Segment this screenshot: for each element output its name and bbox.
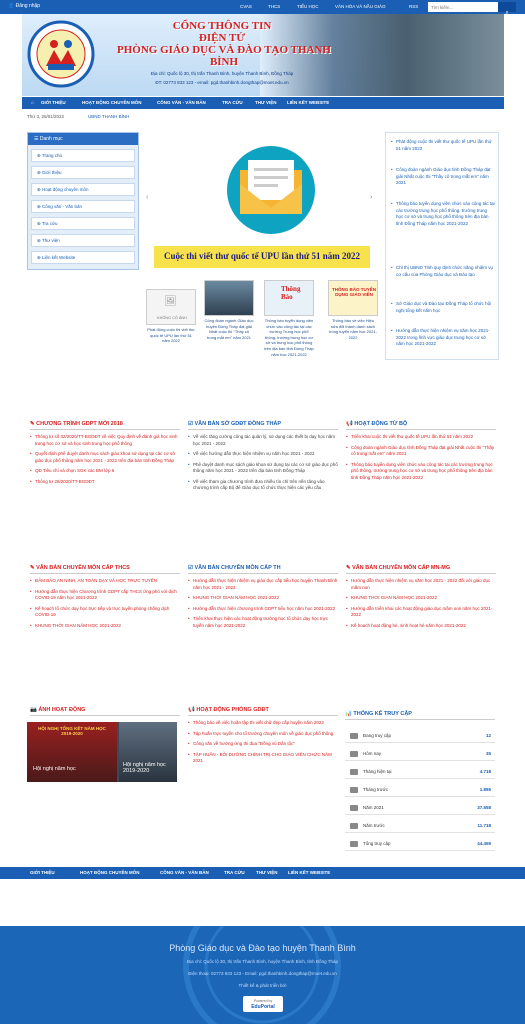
- footer-contact: Điện thoại: 02773 833 123 - Email: pgd.thanhbinh.dongthap@moet.edu.vn: [188, 971, 337, 976]
- sidebar-title-label: Danh mục: [39, 136, 63, 142]
- sidebar-item-label: Thư viện: [41, 238, 60, 243]
- users-icon: [350, 769, 358, 775]
- users-icon: [350, 823, 358, 829]
- stats-label: Tháng hiện tại: [363, 769, 392, 774]
- section-vb-mnmg: [346, 565, 496, 629]
- nav-item-gioithieu[interactable]: GIỚI THIỆU: [41, 100, 66, 105]
- megaphone-icon: 📢: [188, 707, 195, 713]
- date-row: [22, 111, 504, 121]
- sidebar-item-label: Hoạt động chuyên môn: [42, 187, 89, 192]
- stats-label: Tháng trước: [363, 787, 388, 792]
- no-image-placeholder: [146, 289, 196, 325]
- list-item[interactable]: • Hướng dẫn thực hiện Chương trình GDPT cấp THCS ứng phó với dịch COVID-19 năm học 2021-2022: [30, 589, 180, 602]
- footer-nav-gioithieu[interactable]: GIỚI THIỆU: [30, 870, 55, 875]
- stats-value: 4.718: [479, 769, 491, 774]
- list-item[interactable]: • Hướng dẫn thực hiện nhiệm vụ năm học 2021-2022 trong lĩnh vực giáo dục trung học cơ sở năm học 2021-2022: [391, 328, 495, 348]
- category-sidebar: [27, 132, 139, 270]
- stats-row: [345, 801, 495, 815]
- current-date: Thứ 3, 25/01/2022: [27, 114, 65, 119]
- section-hd-pgd: [188, 707, 338, 765]
- section-title: [30, 707, 180, 716]
- list-item[interactable]: • Hướng dẫn thực hiện chương trình GDPT tiểu học năm học 2021-2022: [188, 606, 338, 613]
- news-photo: [264, 280, 314, 316]
- footer-org-name: Phòng Giáo dục và Đào tạo huyện Thanh Bình: [169, 943, 356, 953]
- latest-news-panel: [385, 132, 499, 360]
- stats-label: Năm 2021: [363, 805, 384, 810]
- eduportal-badge[interactable]: [243, 996, 283, 1012]
- list-item[interactable]: • ĐẢM BẢO AN NINH, AN TOÀN DẠY VÀ HỌC TRỰC TUYẾN: [30, 578, 180, 585]
- footer-nav-thuvien[interactable]: THƯ VIỆN: [256, 870, 278, 875]
- news-thumb[interactable]: [204, 280, 254, 340]
- list-item[interactable]: • Thông báo tuyển dụng viên chức vào công tác tại các trường trung học phổ thông, trường trung học cơ sở và trung học phổ thông trên địa bàn tỉnh Đồng Tháp năm học 2021-2022: [346, 462, 496, 482]
- list-item[interactable]: • QĐ Tiêu chí và chọn SGK các BM lớp 6: [30, 468, 180, 475]
- users-icon: [350, 733, 358, 739]
- section-photos: [30, 707, 180, 716]
- users-icon: [350, 805, 358, 811]
- stats-value: 37.558: [477, 805, 491, 810]
- list-item[interactable]: • Triển khai thực hiện các hoạt động trường học tổ chức dạy học trực tuyến năm học 2021-2022: [188, 616, 338, 629]
- gallery-photo[interactable]: [119, 722, 177, 782]
- stats-row: [345, 837, 495, 851]
- powered-label: Powered by: [253, 999, 273, 1003]
- header-title-portal: CỔNG THÔNG TIN ĐIỆN TỬ: [172, 20, 272, 44]
- list-item[interactable]: • Chỉ thị UBND Tỉnh quy định chức năng nhiệm vụ cơ cấu của Phòng Giáo dục và Đào tạo: [391, 265, 495, 278]
- section-title-label: VĂN BẢN CHUYÊN MÔN CẤP TH: [194, 565, 281, 571]
- nav-item-tracuu[interactable]: TRA CỨU: [222, 100, 243, 105]
- sidebar-item-label: Giới thiệu: [42, 170, 62, 175]
- section-title: [188, 421, 338, 430]
- list-item[interactable]: • Công đoàn ngành Giáo dục tỉnh Đồng Tháp đạt giải Nhất cuộc thi "Thầy cô trong mắt em" năm 2021: [391, 167, 495, 187]
- list-item[interactable]: • Thông báo về việc hoãn tập thi viết chữ đẹp cấp huyện năm 2022: [188, 720, 338, 727]
- list-item[interactable]: • Thông tư số 32/2020/TT-BGDĐT về việc Quy định về đánh giá học sinh trung học cơ sở và học sinh trung học phổ thông: [30, 434, 180, 447]
- camera-icon: 📷: [30, 707, 37, 713]
- section-gdpt-2018: [30, 421, 180, 485]
- stats-value: 1.895: [479, 787, 491, 792]
- thumb-label: THÔNG BÁO TUYỂN DỤNG GIÁO VIÊN: [331, 287, 376, 297]
- home-icon[interactable]: ⌂: [31, 100, 34, 105]
- stats-value: 44.459: [477, 841, 491, 846]
- search-icon: ⌕: [505, 10, 509, 16]
- stats-label: Hôm nay: [363, 751, 382, 756]
- section-hd-bo: [346, 421, 496, 481]
- list-item[interactable]: • Hướng dẫn thực hiện nhiệm vụ giáo dục cấp tiểu học huyện Thanh Bình năm học 2021 - 2022: [188, 578, 338, 591]
- footer-nav-hoatdong[interactable]: HOẠT ĐỘNG CHUYÊN MÔN: [80, 870, 140, 875]
- chevron-left-icon[interactable]: ‹: [146, 194, 149, 201]
- list-item[interactable]: • KHUNG THỜI GIAN NĂM HỌC 2021-2022: [30, 623, 180, 630]
- sidebar-item-documents[interactable]: ⊕ Công văn - Văn bản: [31, 200, 135, 213]
- photo-caption: Hội nghị năm học: [33, 766, 76, 772]
- site-header: [22, 14, 504, 96]
- section-title: [188, 707, 338, 716]
- top-link-rss[interactable]: RSS: [409, 4, 419, 9]
- site-footer: [0, 926, 525, 1024]
- top-bar: [0, 0, 525, 14]
- list-item[interactable]: • KHUNG THỜI GIAN NĂM HỌC 2021-2022: [188, 595, 338, 602]
- list-item[interactable]: • Hướng dẫn triển khai các hoạt động giáo dục mầm non năm học 2021-2022: [346, 606, 496, 619]
- list-item[interactable]: • Triển khai cuộc thi viết thư quốc tế UPU lần thứ 51 năm 2022: [346, 434, 496, 441]
- search-button[interactable]: [498, 2, 516, 16]
- section-title-label: CHƯƠNG TRÌNH GDPT MỚI 2018: [36, 421, 123, 427]
- top-link-cvas[interactable]: CVAS: [240, 4, 252, 9]
- list-item[interactable]: • Thông tư 26/2020/TT-BGDĐT: [30, 479, 180, 486]
- no-image-label: KHÔNG CÓ ẢNH: [157, 316, 187, 320]
- thumb-caption: Phát động cuộc thi viết thư quốc tế UPU lần thứ 51 năm 2022: [147, 327, 195, 344]
- list-item[interactable]: • KHUNG THỜI GIAN NĂM HỌC 2021-2022: [346, 595, 496, 602]
- sidebar-item-links[interactable]: ⊕ Liên kết Website: [31, 251, 135, 264]
- section-title-label: VĂN BẢN SỞ GDĐT ĐỒNG THÁP: [194, 421, 282, 427]
- news-slider[interactable]: [146, 132, 378, 284]
- nav-item-hoatdong[interactable]: HOẠT ĐỘNG CHUYÊN MÔN: [82, 100, 142, 105]
- section-title: [30, 565, 180, 574]
- news-photo: [204, 280, 254, 316]
- top-link-mamnon[interactable]: VĂN HÓA VÀ NẦU GIÁO: [335, 4, 386, 9]
- list-item[interactable]: • TẬP HUẤN - BỒI DƯỠNG CHÍNH TRỊ CHO GIÁO VIÊN CHỨC NĂM 2021: [188, 752, 338, 765]
- login-link[interactable]: 👤 Đăng nhập: [8, 3, 41, 9]
- section-title: [345, 711, 495, 720]
- photo-gallery[interactable]: [27, 722, 177, 782]
- section-title-label: VĂN BẢN CHUYÊN MÔN CẤP MN-MG: [352, 565, 451, 571]
- list-item[interactable]: • Thông báo tuyển dụng viên chức vào công tác tại các trường trung học phổ thông, trường trung học cơ sở và trung học phổ thông trên địa bàn tỉnh Đồng Tháp năm học 2021-2022: [391, 201, 495, 227]
- section-title-label: THỐNG KÊ TRUY CẬP: [353, 711, 412, 717]
- brand-label: EduPortal: [251, 1004, 275, 1010]
- image-icon: 🖼: [164, 296, 177, 307]
- sidebar-item-home[interactable]: ⊕ Trang chủ: [31, 149, 135, 162]
- sidebar-item-library[interactable]: ⊕ Thư viện: [31, 234, 135, 247]
- menu-icon: ☰: [34, 136, 39, 142]
- footer-nav-congvan[interactable]: CÔNG VĂN - VĂN BẢN: [160, 870, 209, 875]
- top-link-tieuhoc[interactable]: TIỂU HỌC: [297, 4, 319, 9]
- nav-item-lienket[interactable]: LIÊN KẾT WEBSITE: [287, 100, 330, 105]
- news-thumb[interactable]: [328, 280, 378, 340]
- stats-label: Năm trước: [363, 823, 385, 828]
- stats-row: [345, 819, 495, 833]
- megaphone-icon: 📢: [346, 421, 353, 427]
- stats-value: 12: [485, 733, 491, 738]
- thumb-caption: Thông báo về việc Hiệu sửa đổi thành danh sách trúng tuyển năm học 2021-2022: [329, 318, 377, 340]
- news-photo: [328, 280, 378, 316]
- thumb-caption: Công đoàn ngành Giáo dục huyện Đồng Tháp đạt giải Nhất cuộc thi "Thầy cô trong mắt em" năm 2021: [204, 318, 254, 340]
- list-item[interactable]: • Phê duyệt danh mục sách giáo khoa sử dụng tại các cơ sở giáo dục phổ thông năm học 2021 - 2022 trên địa bàn tỉnh Đồng Tháp: [188, 462, 338, 475]
- section-title: [188, 565, 338, 574]
- users-icon: [350, 787, 358, 793]
- footer-license: Thiết kế & phát triển bởi: [238, 983, 287, 988]
- footer-nav-tracuu[interactable]: TRA CỨU: [224, 870, 245, 875]
- stats-row: [345, 747, 495, 761]
- thumb-caption: Thông báo tuyển dụng viên chức vào công tác tại các trường Trung học phổ thông, trường trung học cơ sở và trung học phổ thông trên địa bàn tỉnh Đồng Tháp năm học 2021-2022: [264, 318, 314, 357]
- list-item[interactable]: • Về việc hướng dẫn thực hiện nhiệm vụ năm học 2021 - 2022: [188, 451, 338, 458]
- check-icon: ☑: [188, 421, 193, 427]
- list-item[interactable]: • Hướng dẫn thực hiện nhiệm vụ năm học 2021 - 2022 đối với giáo dục mầm non: [346, 578, 496, 591]
- sidebar-item-label: Liên kết Website: [42, 255, 76, 260]
- footer-nav: [0, 867, 525, 879]
- stats-label: Tổng truy cập: [363, 841, 391, 846]
- search-input[interactable]: [428, 2, 498, 12]
- stats-row: [345, 783, 495, 797]
- footer-address: Địa chỉ: Quốc lộ 30, thị trấn Thanh Bình, huyện Thanh Bình, tỉnh Đồng Tháp: [186, 959, 339, 964]
- header-contact: ĐT: 02773 833 123 - email: pgd.thanhbinh.dongthap@moet.edu.vn: [155, 80, 289, 85]
- section-title-label: HOẠT ĐỘNG PHÒNG GDĐT: [196, 707, 269, 713]
- photo-caption: Hội nghị năm học 2019-2020: [123, 762, 166, 774]
- stats-value: 35: [485, 751, 491, 756]
- logo-icon[interactable]: [26, 18, 96, 90]
- section-vb-so: [188, 421, 338, 492]
- header-title-office: PHÒNG GIÁO DỤC VÀ ĐÀO TẠO THANH BÌNH: [117, 44, 331, 68]
- list-item[interactable]: • Về việc tham gia chương trình đưa nhiều tín chỉ trên nền tảng vào chương trình cấp Bộ để Giáo dục tổ chức thực hiện các yêu cầu: [188, 479, 338, 492]
- news-thumb[interactable]: [146, 289, 196, 344]
- header-address: Địa chỉ: Quốc lộ 30, thị trấn Thanh Bình, huyện Thanh Bình, Đồng Tháp: [150, 71, 294, 76]
- section-title: [346, 565, 496, 574]
- unit-name: UBND THANH BÌNH: [88, 114, 130, 119]
- section-title-label: ẢNH HOẠT ĐỘNG: [38, 707, 86, 713]
- sidebar-item-intro[interactable]: ⊕ Giới thiệu: [31, 166, 135, 179]
- nav-item-congvan[interactable]: CÔNG VĂN - VĂN BẢN: [157, 100, 206, 105]
- sidebar-item-label: Trang chủ: [41, 153, 63, 158]
- news-thumb[interactable]: [264, 280, 314, 357]
- list-item[interactable]: • Tập huấn trực tuyến cho tổ trưởng chuyên môn về giáo dục phổ thông: [188, 731, 338, 738]
- gallery-photo[interactable]: [27, 722, 117, 782]
- list-item[interactable]: • Sở Giáo dục và Đào tạo Đồng Tháp tổ chức hội nghị tổng kết năm học: [391, 301, 495, 314]
- section-vb-th: [188, 565, 338, 629]
- sidebar-item-label: Công văn - Văn bản: [42, 204, 83, 209]
- document-icon: ✎: [346, 565, 351, 571]
- chevron-right-icon[interactable]: ›: [370, 194, 373, 201]
- top-link-thcs[interactable]: THCS: [268, 4, 281, 9]
- sidebar-item-activities[interactable]: ⊕ Hoạt động chuyên môn: [31, 183, 135, 196]
- stats-value: 11.718: [477, 823, 491, 828]
- main-nav: [22, 97, 504, 109]
- section-title: [30, 421, 180, 430]
- stats-row: [345, 729, 495, 743]
- photo-banner-text: HỘI NGHỊ TỔNG KẾT NĂM HỌC 2019-2020: [38, 726, 106, 736]
- section-title-label: VĂN BẢN CHUYÊN MÔN CẤP THCS: [36, 565, 130, 571]
- stats-label: Đang truy cập: [363, 733, 392, 738]
- check-icon: ☑: [188, 565, 193, 571]
- list-item[interactable]: • Quyết định phê duyệt danh mục sách giáo khoa sử dụng tại các cơ sở giáo dục phổ thông năm học 2021 - 2022 trên địa bàn tỉnh Đồng Tháp: [30, 451, 180, 464]
- users-icon: [350, 751, 358, 757]
- slider-banner[interactable]: Cuộc thi viết thư quốc tế UPU lần thứ 51 năm 2022: [154, 246, 370, 268]
- section-vb-thcs: [30, 565, 180, 629]
- chart-icon: 📊: [345, 711, 352, 717]
- document-icon: ✎: [30, 421, 35, 427]
- footer-nav-lienket[interactable]: LIÊN KẾT WEBSITE: [288, 870, 331, 875]
- thumb-label: Thông Báo: [281, 285, 301, 301]
- envelope-icon: [226, 132, 316, 248]
- nav-item-thuvien[interactable]: THƯ VIỆN: [255, 100, 277, 105]
- list-item[interactable]: • Kế hoạch hoạt động hè, sinh hoạt hè năm học 2021-2022: [346, 623, 496, 630]
- stats-row: [345, 765, 495, 779]
- section-title: [346, 421, 496, 430]
- login-label: Đăng nhập: [15, 3, 41, 9]
- section-title-label: HOẠT ĐỘNG TỪ BỘ: [354, 421, 408, 427]
- users-icon: [350, 841, 358, 847]
- sidebar-item-lookup[interactable]: ⊕ Tra cứu: [31, 217, 135, 230]
- document-icon: ✎: [30, 565, 35, 571]
- sidebar-title: [28, 133, 138, 145]
- list-item[interactable]: • Kế hoạch tổ chức dạy học trực tiếp và trực tuyến phòng chống dịch COVID-19: [30, 606, 180, 619]
- sidebar-item-label: Tra cứu: [41, 221, 58, 226]
- list-item[interactable]: • Về việc tăng cường công tác quản lý, sử dụng các thiết bị dạy học năm học 2021 - 2022: [188, 434, 338, 447]
- list-item[interactable]: • Công văn về hưởng ứng thi đua "Đồng vũ Dân tộc": [188, 741, 338, 748]
- list-item[interactable]: • Công đoàn ngành Giáo dục tỉnh Đồng Tháp đạt giải Nhất cuộc thi "Thầy cô trong mắt em" năm 2021: [346, 445, 496, 458]
- list-item[interactable]: • Phát động cuộc thi viết thư quốc tế UPU lần thứ 51 năm 2022: [391, 139, 495, 152]
- visit-stats: [345, 711, 497, 851]
